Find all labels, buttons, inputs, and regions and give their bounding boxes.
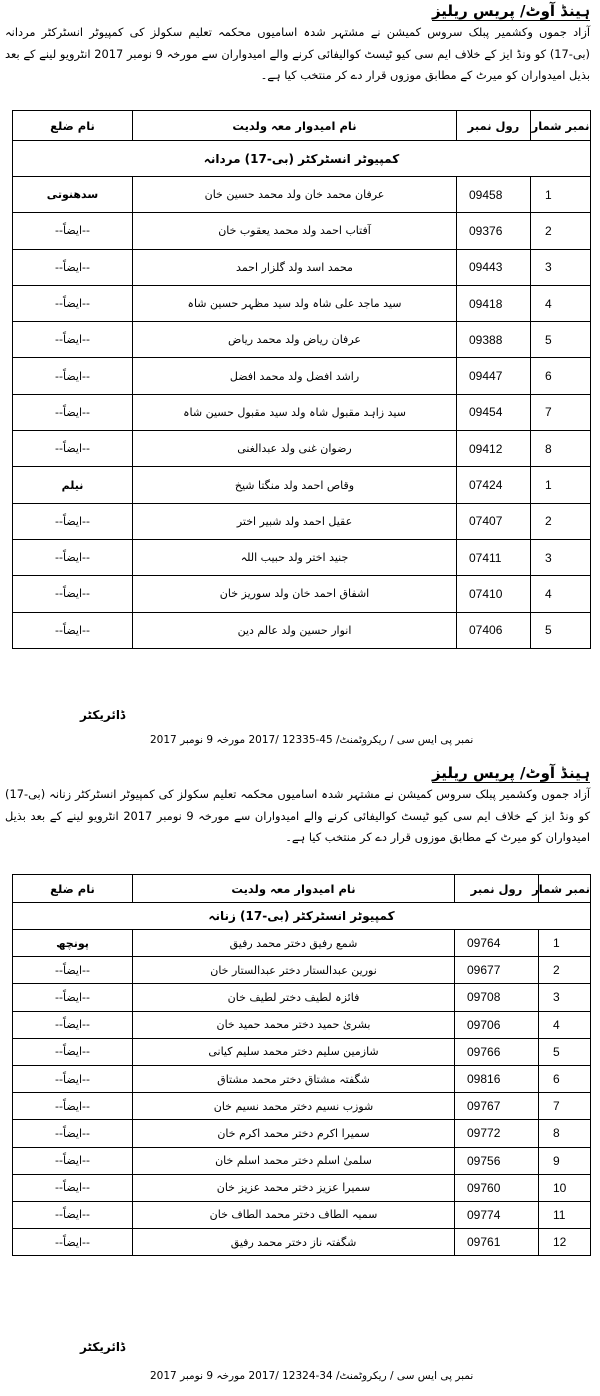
- serial-number-cell: 3: [531, 249, 591, 285]
- candidate-name-cell: عرفان ریاض ولد محمد ریاض: [133, 322, 457, 358]
- district-cell: --ایضاً--: [13, 1201, 133, 1228]
- release-intro: آزاد جموں وکشمیر پبلک سروس کمیشن نے مشتہر شدہ اسامیوں محکمہ تعلیم سکولز کی کمپیوٹر انسٹرکٹر مردانہ (بی-17) کو ونڈ ایز کے خلاف ایم سی کیو ٹیسٹ کوالیفائی کرنے والے امیدواران سے مورخہ 9 نومبر 2017 انٹرویو لینے کے بعد بذیل امیدواران کو میرٹ کے مطابق موزوں قرار دے کر منتخب کیا ہے۔: [5, 25, 590, 82]
- signature-director: ڈائریکٹر: [80, 708, 126, 722]
- district-cell: --ایضاً--: [13, 213, 133, 249]
- header-district: نام ضلع: [13, 875, 133, 903]
- reference-line: نمبر پی ایس سی / ریکروٹمنٹ/ 34-12324 /2017 مورخہ 9 نومبر 2017: [150, 1370, 474, 1382]
- serial-number-cell: 5: [531, 612, 591, 648]
- table-row: [13, 322, 591, 358]
- roll-number-cell: 09388: [457, 322, 531, 358]
- header-candidate-name: نام امیدوار معہ ولدیت: [133, 875, 455, 903]
- candidate-name-cell: عرفان محمد خان ولد محمد حسین خان: [133, 177, 457, 213]
- header-roll-number: رول نمبر: [455, 875, 539, 903]
- candidate-name-cell: سمیرا عزیز دختر محمد عزیز خان: [133, 1174, 455, 1201]
- candidate-name-cell: عقیل احمد ولد شبیر اختر: [133, 503, 457, 539]
- candidate-name-cell: جنید اختر ولد حبیب اللہ: [133, 539, 457, 575]
- table-header-row: [13, 875, 591, 903]
- district-cell: --ایضاً--: [13, 1120, 133, 1147]
- serial-number-cell: 4: [531, 285, 591, 321]
- results-table: [12, 874, 591, 1256]
- serial-number-cell: 6: [531, 358, 591, 394]
- table-row: [13, 177, 591, 213]
- table-row: [13, 930, 591, 957]
- district-cell: سدھنوتی: [13, 177, 133, 213]
- roll-number-cell: 07424: [457, 467, 531, 503]
- release-intro: آزاد جموں وکشمیر پبلک سروس کمیشن نے مشتہر شدہ اسامیوں محکمہ تعلیم سکولز کی کمپیوٹر انسٹرکٹر زنانہ (بی-17) کو ونڈ ایز کے خلاف ایم سی کیو ٹیسٹ کوالیفائی کرنے والے امیدواران سے مورخہ 9 نومبر 2017 انٹرویو لینے کے بعد بذیل امیدواران کو میرٹ کے مطابق موزوں قرار دے کر منتخب کیا ہے۔: [5, 787, 590, 844]
- candidate-name-cell: شگفتہ مشتاق دختر محمد مشتاق: [133, 1065, 455, 1092]
- category-label: کمپیوٹر انسٹرکٹر (بی-17) مردانہ: [13, 141, 591, 177]
- candidate-name-cell: وقاص احمد ولد منگتا شیخ: [133, 467, 457, 503]
- serial-number-cell: 12: [539, 1229, 591, 1256]
- roll-number-cell: 09412: [457, 431, 531, 467]
- candidate-name-cell: سید ماجد علی شاہ ولد سید مظہر حسین شاہ: [133, 285, 457, 321]
- category-row: [13, 903, 591, 930]
- district-cell: --ایضاً--: [13, 957, 133, 984]
- reference-line: نمبر پی ایس سی / ریکروٹمنٹ/ 45-12335 /2017 مورخہ 9 نومبر 2017: [150, 734, 474, 746]
- district-cell: --ایضاً--: [13, 394, 133, 430]
- district-cell: نیلم: [13, 467, 133, 503]
- district-cell: --ایضاً--: [13, 612, 133, 648]
- serial-number-cell: 1: [539, 930, 591, 957]
- district-cell: --ایضاً--: [13, 1229, 133, 1256]
- header-candidate-name: نام امیدوار معہ ولدیت: [133, 111, 457, 141]
- table-row: [13, 503, 591, 539]
- serial-number-cell: 4: [531, 576, 591, 612]
- roll-number-cell: 09772: [455, 1120, 539, 1147]
- candidate-name-cell: شگفتہ ناز دختر محمد رفیق: [133, 1229, 455, 1256]
- roll-number-cell: 07406: [457, 612, 531, 648]
- roll-number-cell: 09677: [455, 957, 539, 984]
- roll-number-cell: 09376: [457, 213, 531, 249]
- district-cell: --ایضاً--: [13, 1038, 133, 1065]
- table-row: [13, 358, 591, 394]
- roll-number-cell: 09774: [455, 1201, 539, 1228]
- serial-number-cell: 2: [531, 213, 591, 249]
- header-serial-number: نمبر شمار: [539, 875, 591, 903]
- candidate-name-cell: سمیرا اکرم دختر محمد اکرم خان: [133, 1120, 455, 1147]
- candidate-name-cell: نورین عبدالستار دختر عبدالستار خان: [133, 957, 455, 984]
- district-cell: --ایضاً--: [13, 503, 133, 539]
- district-cell: --ایضاً--: [13, 1093, 133, 1120]
- district-cell: --ایضاً--: [13, 576, 133, 612]
- release-heading: ہینڈ آوٹ/ پریس ریلیز: [431, 2, 590, 20]
- candidate-name-cell: فائزہ لطیف دختر لطیف خان: [133, 984, 455, 1011]
- roll-number-cell: 07410: [457, 576, 531, 612]
- roll-number-cell: 09767: [455, 1093, 539, 1120]
- serial-number-cell: 5: [531, 322, 591, 358]
- table-row: [13, 1011, 591, 1038]
- candidate-name-cell: انوار حسین ولد عالم دین: [133, 612, 457, 648]
- roll-number-cell: 09708: [455, 984, 539, 1011]
- candidate-name-cell: بشریٰ حمید دختر محمد حمید خان: [133, 1011, 455, 1038]
- candidate-name-cell: سلمیٰ اسلم دختر محمد اسلم خان: [133, 1147, 455, 1174]
- district-cell: --ایضاً--: [13, 1065, 133, 1092]
- candidate-name-cell: محمد اسد ولد گلزار احمد: [133, 249, 457, 285]
- serial-number-cell: 1: [531, 177, 591, 213]
- results-table: [12, 110, 591, 649]
- district-cell: --ایضاً--: [13, 322, 133, 358]
- roll-number-cell: 09756: [455, 1147, 539, 1174]
- table-row: [13, 249, 591, 285]
- roll-number-cell: 09760: [455, 1174, 539, 1201]
- table-row: [13, 576, 591, 612]
- district-cell: --ایضاً--: [13, 1147, 133, 1174]
- table-row: [13, 467, 591, 503]
- roll-number-cell: 09454: [457, 394, 531, 430]
- serial-number-cell: 7: [539, 1093, 591, 1120]
- district-cell: --ایضاً--: [13, 984, 133, 1011]
- serial-number-cell: 2: [539, 957, 591, 984]
- category-label: کمپیوٹر انسٹرکٹر (بی-17) زنانہ: [13, 903, 591, 930]
- candidate-name-cell: سید زاہد مقبول شاہ ولد سید مقبول حسین شاہ: [133, 394, 457, 430]
- district-cell: --ایضاً--: [13, 1011, 133, 1038]
- candidate-name-cell: شازمین سلیم دختر محمد سلیم کیانی: [133, 1038, 455, 1065]
- table-row: [13, 1147, 591, 1174]
- roll-number-cell: 09418: [457, 285, 531, 321]
- header-district: نام ضلع: [13, 111, 133, 141]
- table-row: [13, 612, 591, 648]
- district-cell: --ایضاً--: [13, 285, 133, 321]
- table-row: [13, 431, 591, 467]
- table-row: [13, 394, 591, 430]
- district-cell: --ایضاً--: [13, 358, 133, 394]
- table-row: [13, 1065, 591, 1092]
- candidate-name-cell: آفتاب احمد ولد محمد یعقوب خان: [133, 213, 457, 249]
- district-cell: --ایضاً--: [13, 1174, 133, 1201]
- table-row: [13, 1093, 591, 1120]
- table-row: [13, 1174, 591, 1201]
- serial-number-cell: 9: [539, 1147, 591, 1174]
- serial-number-cell: 10: [539, 1174, 591, 1201]
- table-row: [13, 1201, 591, 1228]
- serial-number-cell: 3: [531, 539, 591, 575]
- roll-number-cell: 09764: [455, 930, 539, 957]
- district-cell: --ایضاً--: [13, 249, 133, 285]
- serial-number-cell: 3: [539, 984, 591, 1011]
- header-roll-number: رول نمبر: [457, 111, 531, 141]
- roll-number-cell: 09447: [457, 358, 531, 394]
- roll-number-cell: 07407: [457, 503, 531, 539]
- serial-number-cell: 2: [531, 503, 591, 539]
- district-cell: --ایضاً--: [13, 431, 133, 467]
- serial-number-cell: 5: [539, 1038, 591, 1065]
- table-row: [13, 984, 591, 1011]
- roll-number-cell: 09816: [455, 1065, 539, 1092]
- release-heading: ہینڈ آوٹ/ پریس ریلیز: [431, 764, 590, 782]
- category-row: [13, 141, 591, 177]
- table-row: [13, 1038, 591, 1065]
- candidate-name-cell: اشفاق احمد خان ولد سوریز خان: [133, 576, 457, 612]
- table-header-row: [13, 111, 591, 141]
- roll-number-cell: 09443: [457, 249, 531, 285]
- table-row: [13, 957, 591, 984]
- candidate-name-cell: راشد افضل ولد محمد افضل: [133, 358, 457, 394]
- roll-number-cell: 09761: [455, 1229, 539, 1256]
- signature-director: ڈائریکٹر: [80, 1340, 126, 1354]
- candidate-name-cell: شمع رفیق دختر محمد رفیق: [133, 930, 455, 957]
- candidate-name-cell: رضوان غنی ولد عبدالغنی: [133, 431, 457, 467]
- candidate-name-cell: سمیہ الطاف دختر محمد الطاف خان: [133, 1201, 455, 1228]
- serial-number-cell: 7: [531, 394, 591, 430]
- district-cell: پونچھ: [13, 930, 133, 957]
- serial-number-cell: 8: [531, 431, 591, 467]
- roll-number-cell: 09766: [455, 1038, 539, 1065]
- serial-number-cell: 4: [539, 1011, 591, 1038]
- table-row: [13, 539, 591, 575]
- roll-number-cell: 07411: [457, 539, 531, 575]
- serial-number-cell: 1: [531, 467, 591, 503]
- roll-number-cell: 09458: [457, 177, 531, 213]
- roll-number-cell: 09706: [455, 1011, 539, 1038]
- candidate-name-cell: شوزب نسیم دختر محمد نسیم خان: [133, 1093, 455, 1120]
- district-cell: --ایضاً--: [13, 539, 133, 575]
- serial-number-cell: 6: [539, 1065, 591, 1092]
- table-row: [13, 213, 591, 249]
- serial-number-cell: 11: [539, 1201, 591, 1228]
- table-row: [13, 1120, 591, 1147]
- header-serial-number: نمبر شمار: [531, 111, 591, 141]
- serial-number-cell: 8: [539, 1120, 591, 1147]
- table-row: [13, 285, 591, 321]
- table-row: [13, 1229, 591, 1256]
